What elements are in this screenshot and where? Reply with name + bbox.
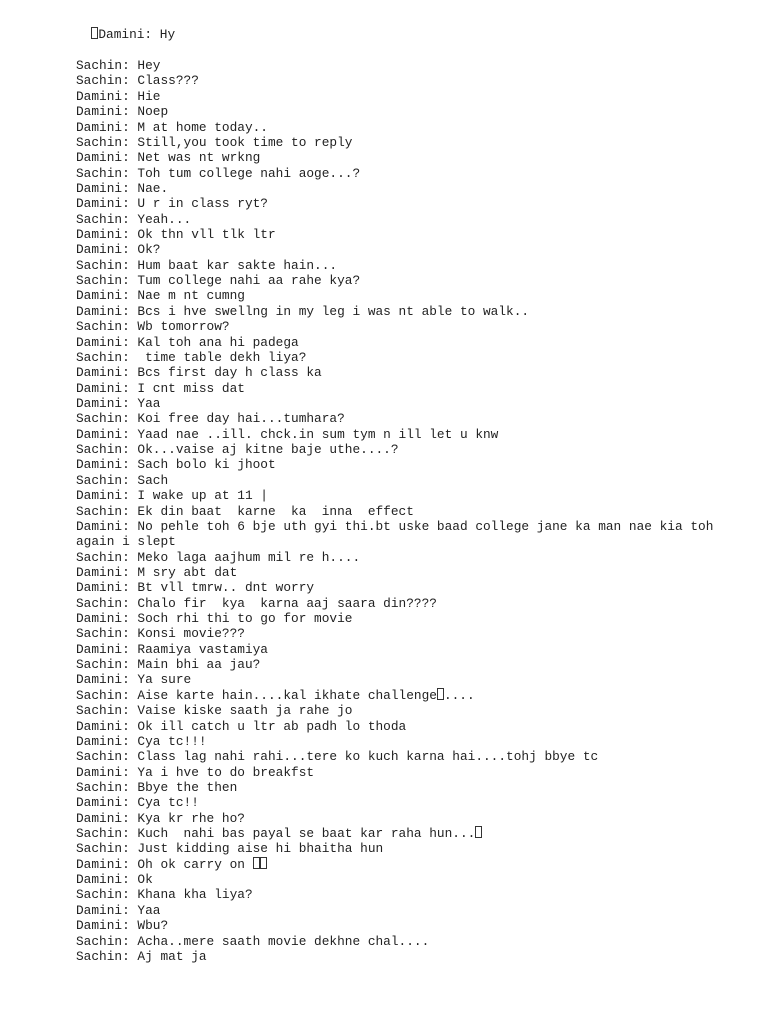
chat-line: Sachin: Main bhi aa jau? xyxy=(76,657,261,673)
chat-line: Sachin: Tum college nahi aa rahe kya? xyxy=(76,273,361,289)
chat-line: Damini: Yaa xyxy=(76,902,161,918)
missing-glyph-icon xyxy=(260,857,267,869)
chat-line: Sachin: Class??? xyxy=(76,73,199,89)
chat-line: Damini: Cya tc!!! xyxy=(76,733,207,749)
chat-line: Sachin: Bbye the then xyxy=(76,779,238,795)
chat-line: Damini: Kal toh ana hi padega xyxy=(76,334,299,350)
chat-line: Sachin: Konsi movie??? xyxy=(76,626,245,642)
chat-line: Damini: Kya kr rhe ho? xyxy=(76,810,245,826)
chat-line: Sachin: Hey xyxy=(76,58,161,74)
missing-glyph-icon xyxy=(475,826,482,838)
chat-transcript xyxy=(76,12,756,964)
chat-line: Sachin: Class lag nahi rahi...tere ko kuch karna hai....tohj bbye tc xyxy=(76,749,599,765)
chat-line: Damini: Soch rhi thi to go for movie xyxy=(76,611,353,627)
chat-line: Sachin: Acha..mere saath movie dekhne chal.... xyxy=(76,933,430,949)
chat-line: Sachin: Meko laga aajhum mil re h.... xyxy=(76,549,361,565)
chat-line: Damini: Wbu? xyxy=(76,918,169,934)
chat-line: Damini: I wake up at 11 | xyxy=(76,488,268,504)
chat-line: Damini: Sach bolo ki jhoot xyxy=(76,457,276,473)
chat-line: Sachin: Hum baat kar sakte hain... xyxy=(76,257,338,273)
chat-line: Damini: Ok ill catch u ltr ab padh lo thoda xyxy=(76,718,407,734)
chat-line: Damini: U r in class ryt? xyxy=(76,196,268,212)
chat-line: Damini: Cya tc!! xyxy=(76,795,199,811)
chat-line: Sachin: Ok...vaise aj kitne baje uthe....? xyxy=(76,442,399,458)
chat-line: Damini: M at home today.. xyxy=(76,119,268,135)
chat-line: Sachin: Chalo fir kya karna aaj saara din???? xyxy=(76,595,437,611)
chat-line: Sachin: Kuch nahi bas payal se baat kar raha hun... xyxy=(76,826,756,841)
chat-line: Sachin: Yeah... xyxy=(76,211,192,227)
chat-line: Damini: Noep xyxy=(76,104,169,120)
missing-glyph-icon xyxy=(437,688,444,700)
chat-line: Sachin: Still,you took time to reply xyxy=(76,134,353,150)
chat-line: Sachin: Khana kha liya? xyxy=(76,887,253,903)
chat-line: Sachin: Aj mat ja xyxy=(76,948,207,964)
chat-line: Damini: Yaa xyxy=(76,395,161,411)
chat-line: Sachin: Sach xyxy=(76,472,169,488)
chat-line: Damini: M sry abt dat xyxy=(76,564,238,580)
chat-line: Damini: Net was nt wrkng xyxy=(76,150,261,166)
chat-line: Damini: Oh ok carry on xyxy=(76,857,756,872)
chat-line: Damini: Bt vll tmrw.. dnt worry xyxy=(76,580,315,596)
chat-line: Damini: Nae. xyxy=(76,180,169,196)
chat-line: Damini: Ya sure xyxy=(76,672,192,688)
chat-line: Damini: Bcs i hve swellng in my leg i was nt able to walk.. xyxy=(76,303,530,319)
chat-line: Damini: No pehle toh 6 bje uth gyi thi.bt uske baad college jane ka man nae kia toh again i slept xyxy=(76,518,722,550)
chat-line: Damini: Hy xyxy=(98,27,176,43)
chat-line: Sachin: Ek din baat karne ka inna effect xyxy=(76,503,414,519)
chat-line: Damini: Ok xyxy=(76,872,153,888)
chat-line: Damini: Ok thn vll tlk ltr xyxy=(76,227,276,243)
chat-line: Sachin: Just kidding aise hi bhaitha hun xyxy=(76,841,384,857)
chat-line: Damini: I cnt miss dat xyxy=(76,380,245,396)
chat-line: Sachin: Wb tomorrow? xyxy=(76,319,230,335)
chat-line: Damini: Bcs first day h class ka xyxy=(76,365,322,381)
missing-glyph-icon xyxy=(253,857,260,869)
chat-line: Sachin: time table dekh liya? xyxy=(76,349,307,365)
chat-line: Sachin: Toh tum college nahi aoge...? xyxy=(76,165,361,181)
chat-line: Sachin: Aise karte hain....kal ikhate challenge .... xyxy=(76,687,475,703)
chat-line: Damini: Hie xyxy=(76,88,161,104)
chat-line: Sachin: Koi free day hai...tumhara? xyxy=(76,411,345,427)
chat-line: Damini: Ok? xyxy=(76,242,161,258)
chat-line: Damini: Nae m nt cumng xyxy=(76,288,245,304)
chat-line: Sachin: Vaise kiske saath ja rahe jo xyxy=(76,703,353,719)
chat-line: Damini: Yaad nae ..ill. chck.in sum tym n ill let u knw xyxy=(76,426,499,442)
chat-line: Damini: Ya i hve to do breakfst xyxy=(76,764,315,780)
chat-line: Damini: Raamiya vastamiya xyxy=(76,641,268,657)
